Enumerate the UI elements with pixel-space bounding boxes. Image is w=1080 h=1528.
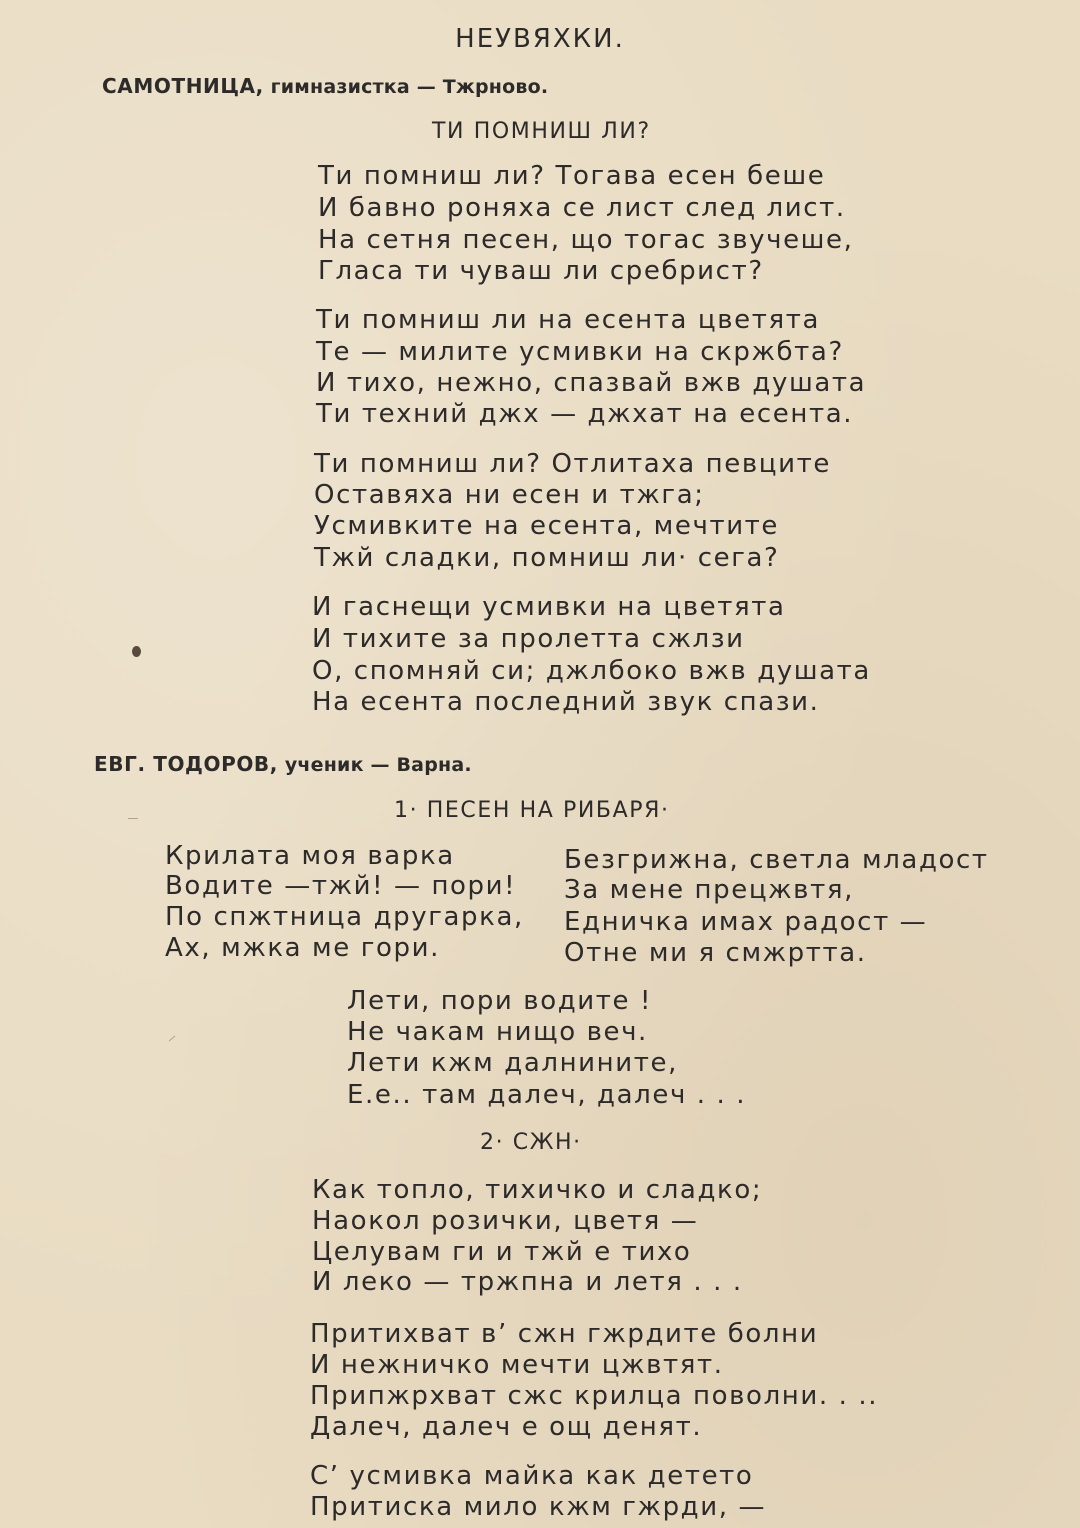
verse-line: Отне ми я смжртта. (564, 938, 867, 968)
verse-line: На сетня песен, що тогас звучеше, (318, 225, 854, 255)
verse-line: Притихват в’ сжн гжрдите болни (310, 1319, 819, 1349)
verse-line: Как топло, тихичко и сладко; (312, 1175, 763, 1205)
author-info-1: гимназистка — Тжрново. (270, 76, 549, 98)
verse-line: Ти помниш ли на есента цветята (316, 305, 821, 335)
verse-line: Ах, мжка ме гори. (165, 933, 440, 963)
verse-line: Припжрхват сжс крилца поволни. . .. (310, 1381, 879, 1411)
verse-line: Не чакам нищо веч. (347, 1017, 648, 1047)
verse-line: Безгрижна, светла младост (564, 845, 989, 875)
verse-line: Лети, пори водите ! (347, 986, 653, 1016)
verse-line: Усмивките на есента, мечтите (314, 511, 780, 541)
author-line-2 (94, 752, 472, 776)
paper-scratch (128, 818, 138, 819)
verse-line: Ти техний джх — джхат на есента. (316, 399, 854, 429)
author-line-1 (102, 74, 548, 98)
verse-line: Оставяха ни есен и тжга; (314, 480, 705, 510)
verse-line: С’ усмивка майка как детето (310, 1461, 754, 1491)
verse-line: Ти помниш ли? Отлитаха певците (314, 449, 831, 479)
verse-line: Гласа ти чуваш ли сребрист? (318, 256, 764, 286)
verse-line: Едничка имах радост — (564, 907, 928, 937)
poem-title-pesen-na-ribarya: 1· ПЕСЕН НА РИБАРЯ· (394, 798, 670, 823)
verse-line: Лети кжм далнините, (347, 1048, 678, 1078)
verse-line: По спжтница другарка, (165, 902, 524, 932)
verse-line: И гаснещи усмивки на цветята (312, 592, 786, 622)
verse-line: Водите —тжй! — пори! (165, 871, 517, 901)
verse-line: О, спомняй си; джлбоко вжв душата (312, 656, 871, 686)
poem-title-san: 2· СЖН· (480, 1130, 582, 1155)
verse-line: Притиска мило кжм гжрди, — (310, 1492, 767, 1522)
verse-line: Е.е.. там далеч, далеч . . . (347, 1080, 747, 1110)
verse-line: И нежничко мечти цжвтят. (310, 1350, 724, 1380)
verse-line: За мене прецжвтя, (564, 875, 854, 905)
page-header: НЕУВЯХКИ. (455, 24, 625, 54)
verse-line: Наокол розички, цветя — (312, 1206, 699, 1236)
verse-line: Тжй сладки, помниш ли· сега? (314, 543, 780, 573)
verse-line: Те — милите усмивки на скржбта? (316, 337, 844, 367)
verse-line: На есента последний звук спази. (312, 687, 820, 717)
verse-line: Ти помниш ли? Тогава есен беше (318, 161, 826, 191)
verse-line: И тихите за пролетта сжлзи (312, 624, 745, 654)
author-name-1: САМОТНИЦА, (102, 74, 264, 98)
verse-line: И тихо, нежно, спазвай вжв душата (316, 368, 867, 398)
verse-line: Крилата моя варка (165, 841, 455, 871)
verse-line: Далеч, далеч е ощ денят. (310, 1412, 703, 1442)
author-info-2: ученик — Варна. (284, 754, 472, 776)
verse-line: И бавно роняха се лист след лист. (318, 193, 846, 223)
author-name-2: ЕВГ. ТОДОРОВ, (94, 752, 278, 776)
paper-scratch (169, 1036, 176, 1042)
verse-line: Целувам ги и тжй е тихо (312, 1237, 692, 1267)
ink-speck (132, 646, 141, 657)
verse-line: И леко — тржпна и летя . . . (312, 1267, 743, 1297)
poem-title-ti-pomnish-li: ТИ ПОМНИШ ЛИ? (432, 119, 651, 144)
